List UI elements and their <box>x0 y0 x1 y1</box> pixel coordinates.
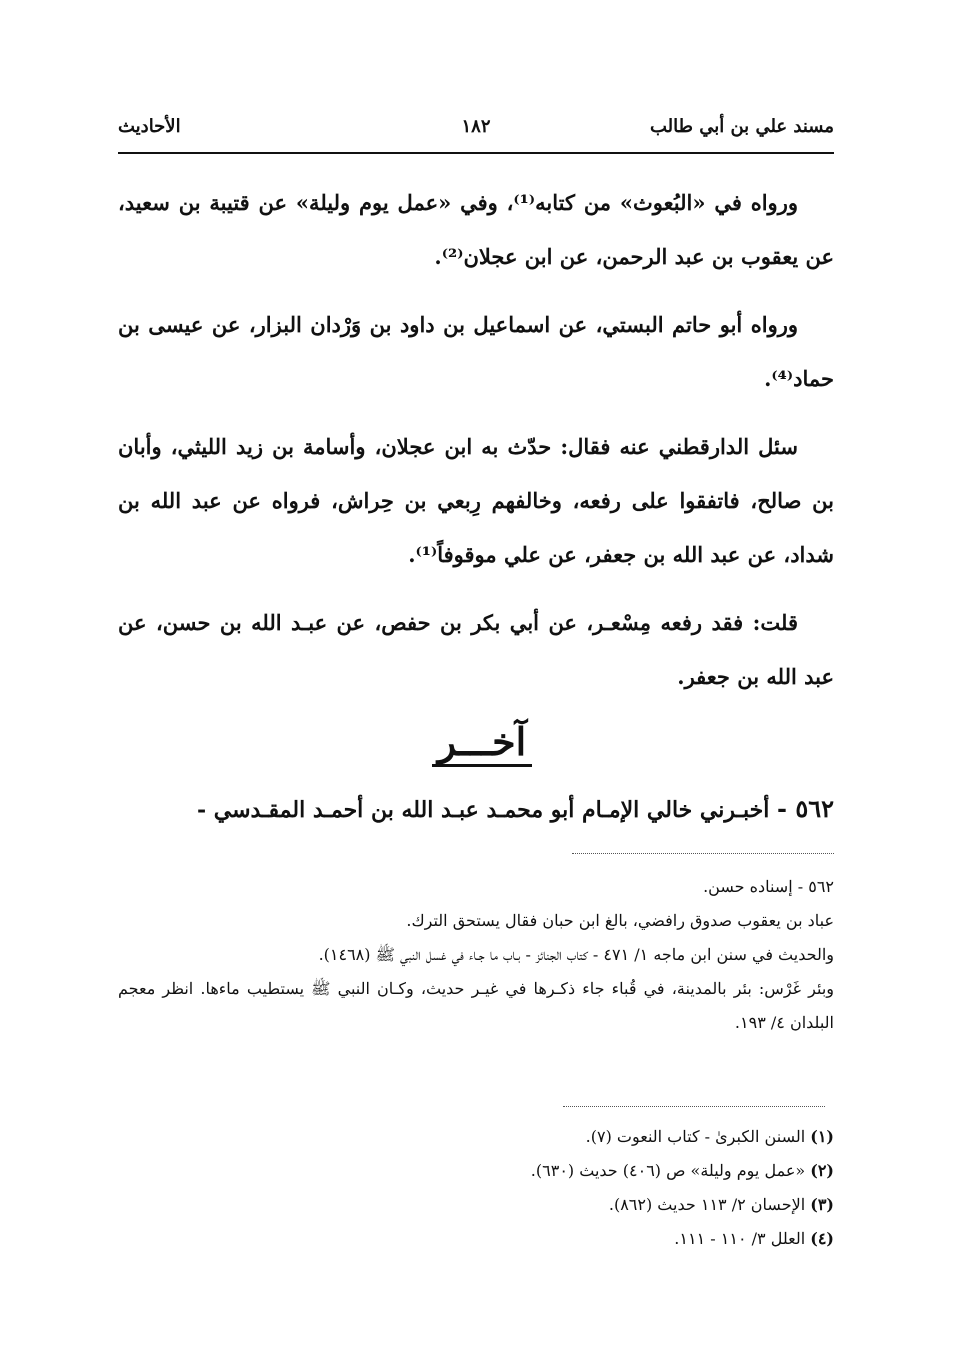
footnote-text: السنن الكبرىٰ - كتاب النعوت (٧). <box>585 1127 806 1146</box>
header-book-title: مسند علي بن أبي طالب <box>649 116 834 137</box>
footnote <box>118 1222 834 1256</box>
note-line: عباد بن يعقوب صدوق رافضي، بالغ ابن حبان فقال يستحق الترك. <box>406 911 834 930</box>
footnote <box>118 1120 834 1154</box>
footnote-text: «عمل يوم وليلة» ص (٤٠٦) حديث (٦٣٠). <box>530 1161 806 1180</box>
footnote-text: العلل ٣/ ١١٠ - ١١١. <box>674 1229 806 1248</box>
note-line: والحديث في سنن ابن ماجه ١/ ٤٧١ - كتاب الجنائز - بـاب ما جـاء في غسل النبي ﷺ (١٤٦٨). <box>318 945 834 964</box>
notes-divider <box>572 853 834 854</box>
commentary-notes <box>118 870 834 1040</box>
footnote-number: (٣) <box>810 1195 834 1214</box>
running-header <box>118 112 834 154</box>
footnote-text: الإحسان ٢/ ١١٣ حديث (٨٦٢). <box>608 1195 806 1214</box>
footnotes-divider <box>563 1106 825 1107</box>
footnotes <box>118 1120 834 1256</box>
footnote-number: (٤) <box>810 1229 834 1248</box>
paragraph: قلت: فقد رفعه مِسْعـر، عن أبي بكر بن حفص، عن عبـد الله بن حسن، عن عبد الله بن جعفر. <box>118 610 834 689</box>
note-line: ٥٦٢ - إسناده حسن. <box>703 877 834 896</box>
paragraph: سئل الدارقطني عنه فقال: حدّث به ابن عجلان، وأسامة بن زيد الليثي، وأبان بن صالح، فاتفقوا على رفعه، وخالفهم رِبعي بن حِراش، فرواه عن عبد الله بن شداد، عن عبد الله بن جعفر، عن علي موقوفاً⁽¹⁾. <box>118 434 834 567</box>
footnote <box>118 1154 834 1188</box>
hadith-text: أخبـرني خالي الإمـام أبو محمـد عبـد الله بن أحمـد المقـدسي - <box>196 797 770 823</box>
header-section-title: الأحاديث <box>118 116 181 137</box>
section-heading: آخـــر <box>0 712 964 772</box>
paragraph: ورواه في «البُعوث» من كتابه⁽¹⁾، وفي «عمل يوم وليلة» عن قتيبة بن سعيد، عن يعقوب بن عبد الرحمن، عن ابن عجلان⁽²⁾. <box>118 190 834 269</box>
header-page-number: ١٨٢ <box>461 116 491 137</box>
hadith-entry <box>118 784 834 835</box>
footnote-number: (٢) <box>810 1161 834 1180</box>
main-text <box>118 176 834 704</box>
footnote-number: (١) <box>810 1127 834 1146</box>
hadith-number: ٥٦٢ - <box>777 794 834 823</box>
paragraph: ورواه أبو حاتم البستي، عن اسماعيل بن داود بن وَرْدان البزار، عن عيسى بن حماد⁽⁴⁾. <box>118 312 834 391</box>
footnote <box>118 1188 834 1222</box>
note-line: وبئر غَرْس: بئر بالمدينة، في قُباء جاء ذكـرها في غيـر حديث، وكـان النبي ﷺ يستطيب ماءها. انظر معجم البلدان ٤/ ١٩٣. <box>118 979 834 1032</box>
